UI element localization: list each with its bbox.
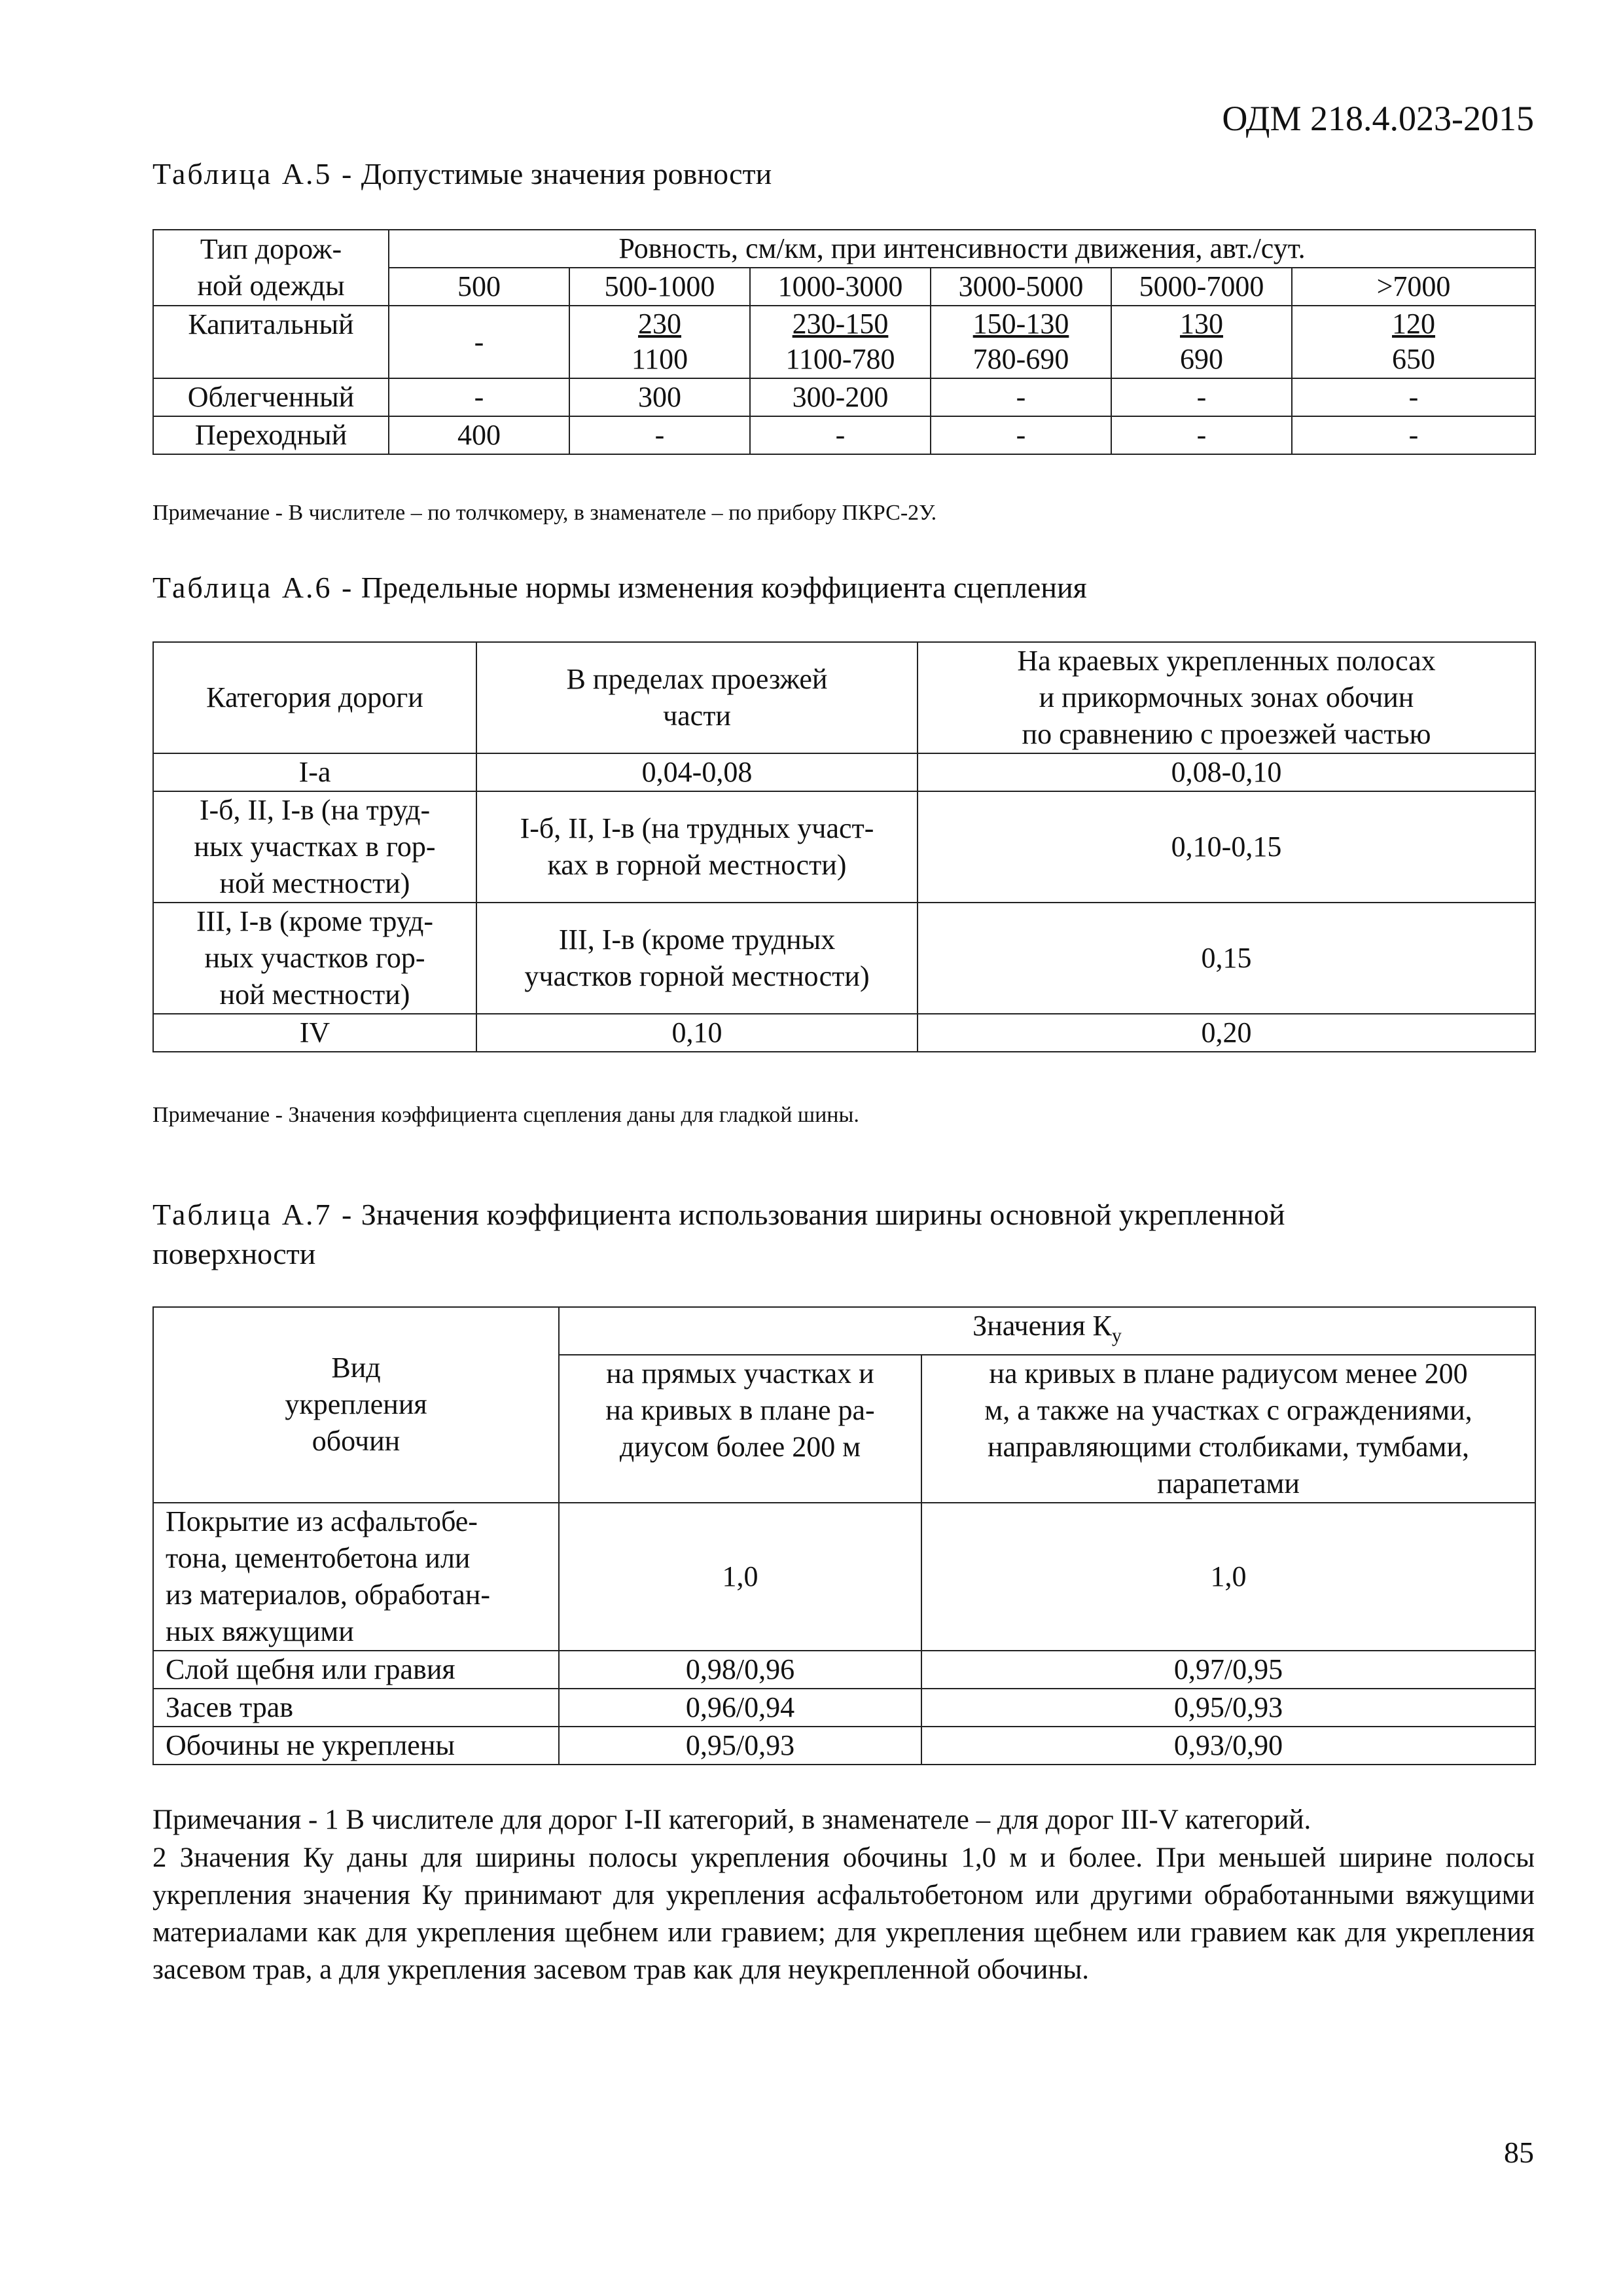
fraction-cell	[931, 306, 1111, 378]
table-row	[153, 1727, 1535, 1765]
numerator: 150-130	[972, 308, 1069, 340]
value-cell: 400	[389, 416, 569, 454]
table-a6-header: В пределах проезжей части	[476, 642, 918, 753]
denominator: 1100	[631, 343, 688, 375]
value-cell: 0,10-0,15	[918, 791, 1535, 903]
value-cell: -	[569, 416, 750, 454]
table-a6-label: Таблица А.6 -	[152, 571, 354, 604]
table-row	[153, 903, 1535, 1014]
table-a7-group-header	[559, 1307, 1535, 1355]
table-row	[153, 1014, 1535, 1052]
fraction-cell	[569, 306, 750, 378]
value-cell: -	[931, 378, 1111, 416]
value-cell: 0,08-0,10	[918, 753, 1535, 791]
fraction-cell	[750, 306, 931, 378]
table-row	[153, 1503, 1535, 1651]
value-cell: 0,96/0,94	[559, 1689, 921, 1727]
road-category-cell: III, I-в (кроме труд- ных участков гор- ной местности)	[153, 903, 476, 1014]
shoulder-type-cell: Покрытие из асфальтобе- тона, цементобетона или из материалов, обработан- ных вяжущими	[153, 1503, 559, 1651]
value-cell: 300	[569, 378, 750, 416]
denominator: 650	[1392, 343, 1435, 375]
table-a7-caption	[152, 1195, 1285, 1274]
value-cell: 0,20	[918, 1014, 1535, 1052]
table-a5-title: Допустимые значения ровности	[361, 157, 772, 190]
denominator: 780-690	[972, 343, 1069, 375]
value-cell: 1,0	[559, 1503, 921, 1651]
ky-label: Значения К	[972, 1310, 1112, 1342]
value-cell: -	[1111, 416, 1292, 454]
numerator: 130	[1180, 308, 1223, 340]
table-a7-label: Таблица А.7 -	[152, 1198, 354, 1231]
table-row	[153, 306, 1535, 378]
table-a7-note-1: Примечания - 1 В числителе для дорог I-II категорий, в знаменателе – для дорог III-V категорий.	[152, 1804, 1311, 1835]
denominator: 1100-780	[785, 343, 895, 375]
value-cell: I-б, II, I-в (на трудных участ- ках в горной местности)	[476, 791, 918, 903]
shoulder-type-cell: Засев трав	[153, 1689, 559, 1727]
table-a6-header: Категория дороги	[153, 642, 476, 753]
table-a5-col1-header: Тип дорож- ной одежды	[153, 230, 389, 306]
numerator: 230	[638, 308, 681, 340]
document-code: ОДМ 218.4.023-2015	[1222, 99, 1534, 138]
table-a5-caption	[152, 154, 772, 194]
road-category-cell: IV	[153, 1014, 476, 1052]
pavement-type-cell: Переходный	[153, 416, 389, 454]
road-category-cell: I-а	[153, 753, 476, 791]
value-cell: 0,93/0,90	[921, 1727, 1535, 1765]
fraction-cell	[1292, 306, 1535, 378]
table-a7-title: Значения коэффициента использования ширины основной укрепленной	[361, 1198, 1285, 1231]
pavement-type-cell: Облегченный	[153, 378, 389, 416]
numerator: 120	[1392, 308, 1435, 340]
ky-subscript: у	[1111, 1324, 1122, 1346]
numerator: 230-150	[792, 308, 889, 340]
table-a6-note: Примечание - Значения коэффициента сцепления даны для гладкой шины.	[152, 1103, 859, 1127]
table-row	[153, 791, 1535, 903]
table-a7-title-line2: поверхности	[152, 1237, 316, 1270]
table-row	[153, 1651, 1535, 1689]
table-a6-header: На краевых укрепленных полосах и прикормочных зонах обочин по сравнению с проезжей частью	[918, 642, 1535, 753]
table-a5-col-header: >7000	[1292, 268, 1535, 306]
table-row	[153, 378, 1535, 416]
value-cell: 300-200	[750, 378, 931, 416]
table-a5-col-header: 3000-5000	[931, 268, 1111, 306]
table-a6-caption	[152, 568, 1087, 607]
table-a7-subheader: на прямых участках и на кривых в плане ра- диусом более 200 м	[559, 1355, 921, 1503]
value-cell: -	[931, 416, 1111, 454]
value-cell: 0,10	[476, 1014, 918, 1052]
value-cell: 0,95/0,93	[921, 1689, 1535, 1727]
table-a7-header-row	[153, 1307, 1535, 1355]
value-cell: -	[1292, 416, 1535, 454]
table-row	[153, 1689, 1535, 1727]
table-a5-label: Таблица А.5 -	[152, 157, 354, 190]
value-cell: 0,04-0,08	[476, 753, 918, 791]
table-a5-group-header: Ровность, см/км, при интенсивности движения, авт./сут.	[389, 230, 1535, 268]
table-a7-subheader: на кривых в плане радиусом менее 200 м, а также на участках с ограждениями, направляющими столбиками, тумбами, парапетами	[921, 1355, 1535, 1503]
table-a7-note-2: 2 Значения Ку даны для ширины полосы укрепления обочины 1,0 м и более. При меньшей ширине полосы укрепления значения Ку принимают для укрепления асфальтобетоном или другими обработанными вяжущими материалами как для укрепления щебнем или гравием; для укрепления щебнем или гравием как для укрепления засевом трав, а для укрепления засевом трав как для неукрепленной обочины.	[152, 1842, 1535, 1985]
table-a6	[152, 641, 1536, 1052]
value-cell: 0,95/0,93	[559, 1727, 921, 1765]
value-cell: 0,15	[918, 903, 1535, 1014]
table-a7	[152, 1306, 1536, 1765]
table-row	[153, 416, 1535, 454]
value-cell: III, I-в (кроме трудных участков горной местности)	[476, 903, 918, 1014]
page-number: 85	[1504, 2136, 1534, 2169]
value-cell: -	[750, 416, 931, 454]
table-a6-title: Предельные нормы изменения коэффициента сцепления	[361, 571, 1087, 604]
table-a5-col-header: 1000-3000	[750, 268, 931, 306]
road-category-cell: I-б, II, I-в (на труд- ных участках в гор- ной местности)	[153, 791, 476, 903]
value-cell: 0,97/0,95	[921, 1651, 1535, 1689]
shoulder-type-cell: Слой щебня или гравия	[153, 1651, 559, 1689]
table-a5	[152, 229, 1536, 455]
fraction-cell	[1111, 306, 1292, 378]
table-a5-col-header: 500	[389, 268, 569, 306]
table-a6-header-row	[153, 642, 1535, 753]
table-a7-col1-header: Вид укрепления обочин	[153, 1307, 559, 1503]
value-cell: 1,0	[921, 1503, 1535, 1651]
shoulder-type-cell: Обочины не укреплены	[153, 1727, 559, 1765]
table-row	[153, 753, 1535, 791]
value-cell: -	[1111, 378, 1292, 416]
value-cell: -	[1292, 378, 1535, 416]
table-a5-col-header: 5000-7000	[1111, 268, 1292, 306]
value-cell: 0,98/0,96	[559, 1651, 921, 1689]
pavement-type-cell: Капитальный	[153, 306, 389, 378]
denominator: 690	[1180, 343, 1223, 375]
value-cell: -	[389, 378, 569, 416]
table-a5-col-header: 500-1000	[569, 268, 750, 306]
table-a5-header-row	[153, 230, 1535, 268]
table-a5-note: Примечание - В числителе – по толчкомеру, в знаменателе – по прибору ПКРС-2У.	[152, 501, 937, 525]
value-cell: -	[389, 306, 569, 378]
